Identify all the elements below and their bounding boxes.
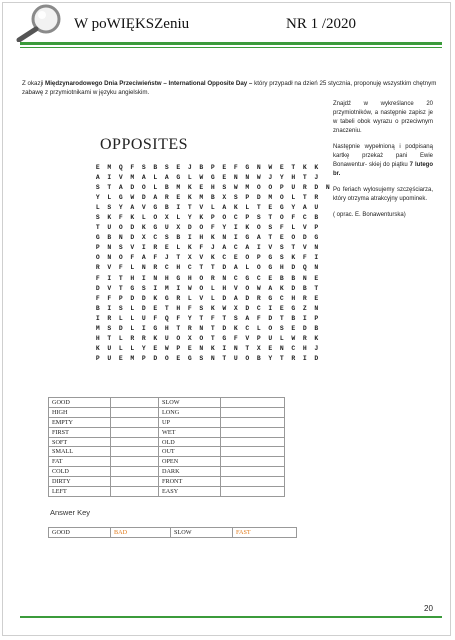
answer-blank[interactable]	[221, 487, 285, 497]
table-row	[49, 467, 285, 477]
header-rule	[20, 42, 442, 45]
opposite-word: SOFT	[49, 437, 111, 447]
instruction-find: Znajdź w wykreślance 20 przymiotników, a następnie zapisz je w tabeli obok wyrazu o przeciwnym znaczeniu.	[333, 101, 433, 134]
table-row	[49, 457, 285, 467]
grid-row: R V F L N R C H C T T D A L O G H D Q N	[95, 264, 319, 272]
opposite-word: FRONT	[159, 477, 221, 487]
answer-key-row	[49, 528, 297, 538]
opposite-word: SLOW	[159, 398, 221, 408]
grid-row: F I T H I N H G H O R N C G C E B B N E	[95, 274, 319, 282]
answer-key-table	[48, 527, 297, 538]
opposite-word: GOOD	[49, 398, 111, 408]
table-row	[49, 437, 285, 447]
answer-word: GOOD	[49, 528, 111, 538]
issue-number: NR 1 /2020	[286, 16, 357, 32]
opposite-word: OPEN	[159, 457, 221, 467]
answer-word: SLOW	[171, 528, 233, 538]
grid-row: H T L R R K U O X O T G F V P U L W R K	[95, 334, 319, 342]
instruction-prize: Po feriach wylosujemy szczęściarza, który otrzyma atrakcyjny upominek.	[333, 187, 433, 202]
header-rule-thin	[20, 47, 442, 48]
answer-blank[interactable]	[111, 477, 159, 487]
opposite-word: UP	[159, 417, 221, 427]
deadline: 7 lutego br.	[333, 162, 433, 177]
opposite-word: DARK	[159, 467, 221, 477]
instruction-submit	[333, 143, 433, 179]
opposite-word: LEFT	[49, 487, 111, 497]
answer-blank[interactable]	[221, 477, 285, 487]
answer-blank[interactable]	[111, 437, 159, 447]
answer-blank[interactable]	[221, 447, 285, 457]
answer-blank[interactable]	[111, 407, 159, 417]
grid-row: F F P D D K G R L V L D A D R G C H R E	[95, 294, 319, 302]
opposite-word: FIRST	[49, 427, 111, 437]
answer-blank[interactable]	[221, 417, 285, 427]
answer-opposite: BAD	[111, 528, 171, 538]
opposite-word: OUT	[159, 447, 221, 457]
table-row	[49, 407, 285, 417]
opposite-word: WET	[159, 427, 221, 437]
intro-bold: Międzynarodowego Dnia Przeciwieństw – International Opposite Day –	[45, 80, 253, 87]
grid-row: P U E M P D O E G S N T U O B Y T R I D	[95, 354, 319, 362]
grid-row: A I V M A L A G L W G E N N W J Y H T J	[95, 174, 319, 182]
intro-post: który przypadł na dzień 25 stycznia, proponuję wszystkim chętnym zabawę z przymiotnikami w języku angielskim.	[22, 80, 437, 96]
table-row	[49, 447, 285, 457]
magazine-title: W poWIĘKSZeniu	[74, 16, 190, 32]
grid-row: L S Y A V G B I T V L A K L T E G Y A U	[95, 204, 319, 212]
answer-key-heading: Answer Key	[50, 508, 91, 517]
puzzle-title: OPPOSITES	[100, 136, 189, 153]
opposite-word: EASY	[159, 487, 221, 497]
grid-row: D V T G S I M I W O L H V O W A K D B T	[95, 284, 319, 292]
magnifying-glass-icon	[10, 2, 72, 42]
grid-row: G B N D X C S B I H K N I G A T E O D G	[95, 234, 319, 242]
grid-row: S K F K L O X L Y K P O C P S T O F C B	[95, 214, 319, 222]
grid-row: I R L L U F Q F Y T F T S A F D T B I P	[95, 314, 319, 322]
answer-blank[interactable]	[221, 457, 285, 467]
author-credit: ( oprac. E. Bonawenturska)	[333, 212, 406, 218]
table-row	[49, 477, 285, 487]
answer-blank[interactable]	[111, 398, 159, 408]
table-row	[49, 487, 285, 497]
answer-blank[interactable]	[221, 467, 285, 477]
opposite-word: FAT	[49, 457, 111, 467]
grid-row: K U L L Y E W P E N K I N T X E N C H J	[95, 344, 319, 352]
answer-blank[interactable]	[111, 427, 159, 437]
grid-row: E M Q F S B S E J B P E F G N W E T K K	[95, 164, 319, 171]
answer-blank[interactable]	[221, 407, 285, 417]
answer-blank[interactable]	[111, 457, 159, 467]
table-row	[49, 417, 285, 427]
grid-row: S T A D O L B M K E H S W M O O P U R D N	[95, 184, 330, 192]
page-header	[0, 0, 455, 60]
table-row	[49, 427, 285, 437]
opposite-word: SMALL	[49, 447, 111, 457]
grid-row: T U O D K G U X D O F Y I K O S F L V P	[95, 224, 319, 232]
opposite-word: HIGH	[49, 407, 111, 417]
grid-row: Y L G W D A R E K M B X S P D M O L T R	[95, 194, 319, 202]
grid-row: P N S V I R E L K F J A C A I V S T V N	[95, 244, 319, 252]
answer-blank[interactable]	[221, 427, 285, 437]
opposite-word: COLD	[49, 467, 111, 477]
answer-blank[interactable]	[111, 467, 159, 477]
footer-rule	[20, 616, 442, 618]
intro-pre: Z okazji	[22, 80, 46, 87]
page-number: 20	[424, 604, 433, 613]
answer-blank[interactable]	[111, 417, 159, 427]
instruction-submit-text: Następnie wypełnioną i podpisaną kartkę przekaż pani Ewie Bonawentur- skiej do piątku	[333, 144, 433, 168]
grid-row: B I S L D E T H F S K W X D C I E G Z N	[95, 304, 319, 312]
answer-opposite: FAST	[233, 528, 297, 538]
opposite-word: DIRTY	[49, 477, 111, 487]
opposite-word: OLD	[159, 437, 221, 447]
grid-row: M S D L I G H T R N T D K C L O S E D B	[95, 324, 319, 332]
instructions-column	[333, 88, 433, 227]
opposites-table	[48, 397, 285, 497]
answer-blank[interactable]	[111, 447, 159, 457]
grid-row: O N O F A F J T X V K C E O P G S K F I	[95, 254, 319, 262]
word-search-grid	[92, 163, 334, 364]
opposite-word: LONG	[159, 407, 221, 417]
answer-blank[interactable]	[111, 487, 159, 497]
answer-blank[interactable]	[221, 398, 285, 408]
answer-blank[interactable]	[221, 437, 285, 447]
opposite-word: EMPTY	[49, 417, 111, 427]
table-row	[49, 398, 285, 408]
